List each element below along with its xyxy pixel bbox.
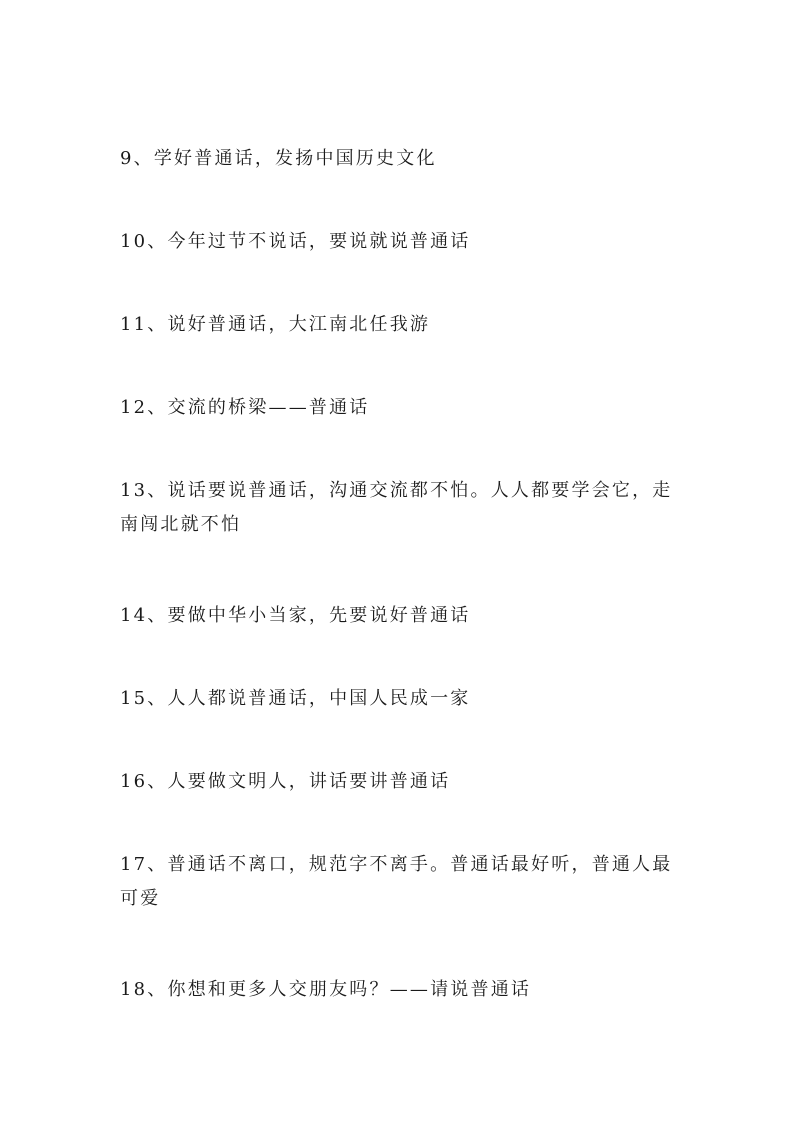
slogan-16: 16、人要做文明人，讲话要讲普通话	[120, 771, 451, 792]
slogan-18: 18、你想和更多人交朋友吗？——请说普通话	[120, 979, 532, 1000]
slogan-11: 11、说好普通话，大江南北任我游	[120, 314, 431, 335]
slogan-15: 15、人人都说普通话，中国人民成一家	[120, 688, 471, 709]
slogan-9: 9、学好普通话，发扬中国历史文化	[120, 148, 437, 169]
slogan-14: 14、要做中华小当家，先要说好普通话	[120, 605, 471, 626]
slogan-13: 13、说话要说普通话，沟通交流都不怕。人人都要学会它，走南闯北就不怕	[120, 480, 673, 535]
slogan-12: 12、交流的桥梁——普通话	[120, 397, 370, 418]
slogan-17: 17、普通话不离口，规范字不离手。普通话最好听，普通人最可爱	[120, 854, 673, 909]
slogan-10: 10、今年过节不说话，要说就说普通话	[120, 231, 471, 252]
